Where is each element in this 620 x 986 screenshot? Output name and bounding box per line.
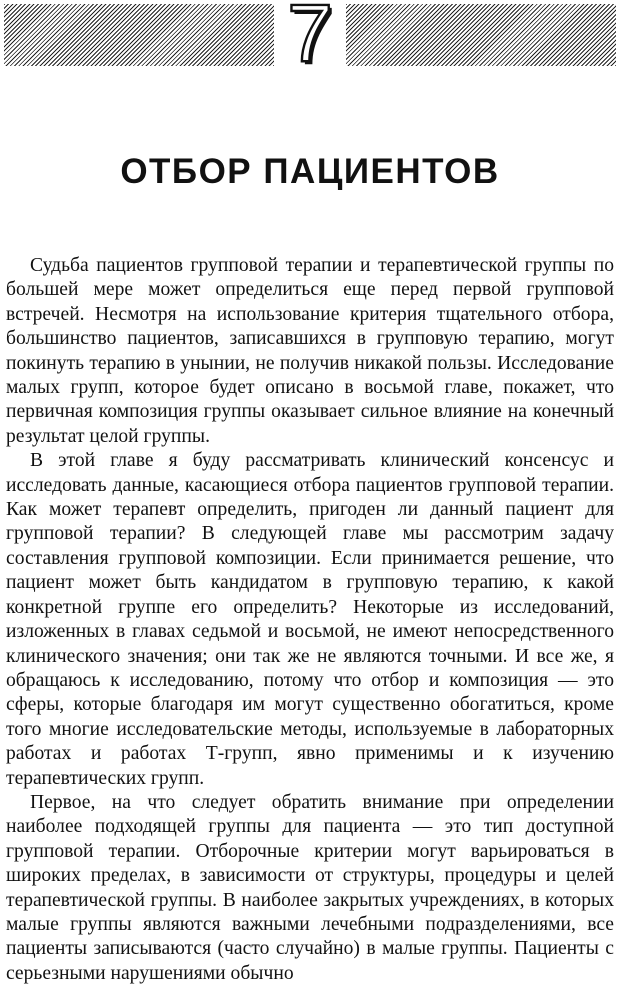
hatch-pattern-right (346, 4, 616, 66)
chapter-number: 7 (287, 0, 333, 79)
chapter-header (0, 0, 620, 79)
paragraph-1: Судьба пациентов групповой терапии и терапевтической группы по большей мере может определиться еще перед первой групповой встречей. Несмотря на использование критерия тщательного отбора, большинство пациентов, записавшихся в групповую терапию, могут покинуть терапию в унынии, не получив никакой пользы. Исследование малых групп, которое будет описано в восьмой главе, покажет, что первичная композиция группы оказывает сильное влияние на конечный результат целой группы. (6, 255, 614, 447)
chapter-title: ОТБОР ПАЦИЕНТОВ (120, 152, 500, 191)
hatch-pattern-left (4, 4, 274, 66)
body-text (6, 254, 614, 986)
paragraph-2: В этой главе я буду рассматривать клинический консенсус и исследовать данные, касающиеся отбора пациентов групповой терапии. Как может терапевт определить, пригоден ли данный пациент для групповой терапии? В следующей главе мы рассмотрим задачу составления групповой композиции. Если принимается решение, что пациент может быть кандидатом в групповую терапию, к какой конкретной группе его определить? Некоторые из исследований, изложенных в главах седьмой и восьмой, не имеют непосредственного клинического значения; они так же не являются точными. И все же, я обращаюсь к исследованию, потому что отбор и композиция — это сферы, которые благодаря им могут существенно обогатиться, кроме того многие исследовательские методы, используемые в лабораторных работах и работах Т-групп, явно применимы и к изучению терапевтических групп. (6, 450, 614, 789)
paragraph-3: Первое, на что следует обратить внимание при определении наиболее подходящей группы для пациента — это тип доступной групповой терапии. Отборочные критерии могут варьироваться в широких пределах, в зависимости от структуры, процедуры и целей терапевтической группы. В наиболее закрытых учреждениях, в которых малые группы являются важными лечебными подразделениями, все пациенты записываются (часто случайно) в малые группы. Пациенты с серьезными нарушениями обычно (6, 791, 614, 984)
